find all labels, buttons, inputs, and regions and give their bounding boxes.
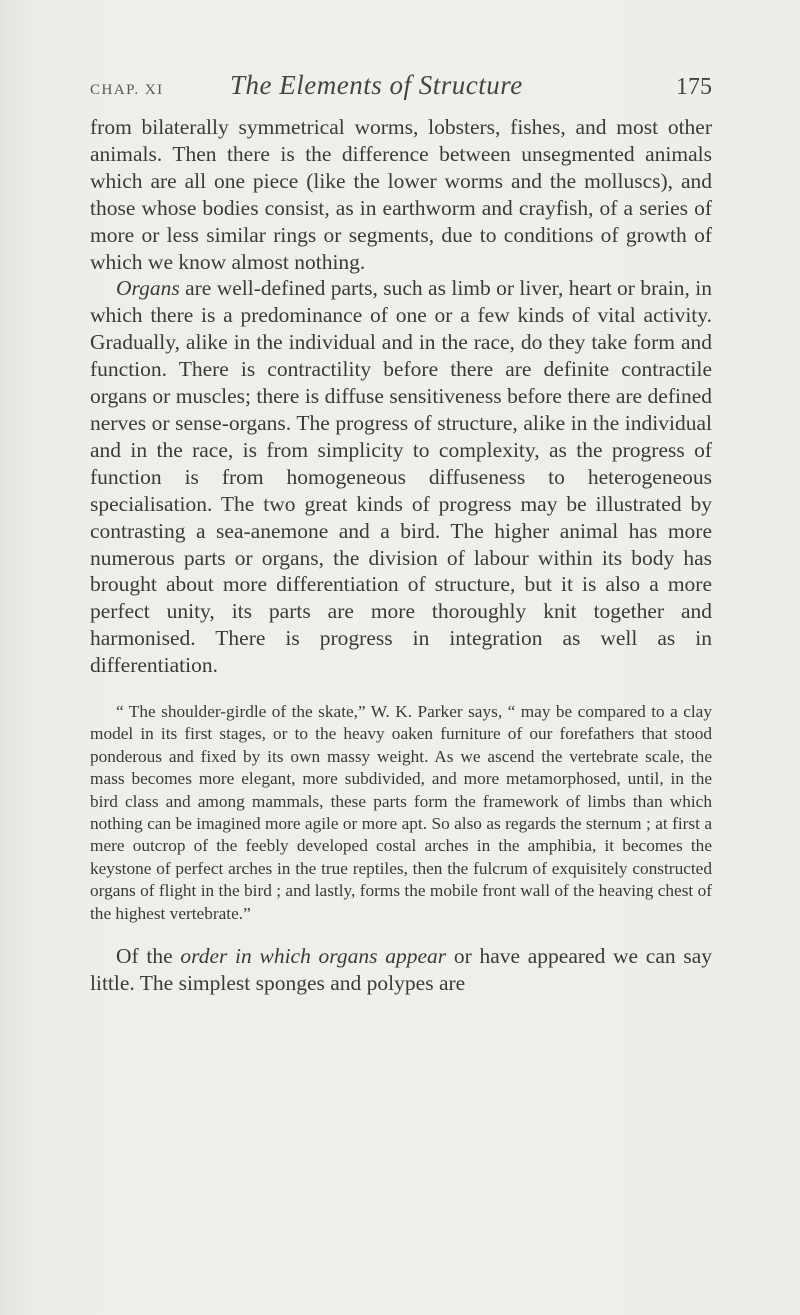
block-quote-parker: “ The shoulder-girdle of the skate,” W. K. Parker says, “ may be compared to a clay model in its first stages, or to the heavy oaken furniture of our forefathers that stood ponderous and fixed by its own massy weight. As we ascend the vertebrate scale, the mass becomes more elegant, more subdivided, and more metamorphosed, until, in the bird class and among mammals, these parts form the framework of limbs than which nothing can be imagined more agile or more apt. So also as regards the sternum ; at first a mere outcrop of the feebly developed costal arches in the amphibia, it becomes the keystone of perfect arches in the true reptiles, then the fulcrum of exquisitely constructed organs of flight in the bird ; and lastly, forms the mobile front wall of the heaving chest of the highest vertebrate.” [90, 702, 712, 923]
running-title: The Elements of Structure [230, 70, 523, 100]
chapter-label: CHAP. XI [90, 82, 164, 98]
page-number: 175 [676, 74, 712, 100]
paragraph-order-text: or have appeared we can say little. The simplest sponges and polypes are [90, 944, 713, 995]
term-organs: Organs [116, 276, 180, 301]
running-header [90, 70, 712, 110]
paragraph-organs-text: are well-defined parts, such as limb or liver, heart or brain, in which there is a predominance of one or a few kinds of vital activity. Gradually, alike in the individual and in the race, do they take form and function. There is contractility before there are definite contractile organs or muscles; there is diffuse sensitiveness before there are defined nerves or sense-organs. The progress of structure, alike in the individual and in the race, is from simplicity to complexity, as the progress of function is from homogeneous diffuseness to heterogeneous specialisation. The two great kinds of progress may be illustrated by contrasting a sea-anemone and a bird. The higher animal has more numerous parts or organs, the division of labour within its body has brought about more differentiation of structure, but it is also a more perfect unity, its parts are more thoroughly knit together and harmonised. There is progress in integration as well as in differentiation. [90, 276, 712, 678]
paragraph-order-lead: Of the [116, 944, 181, 969]
paragraph-organs [90, 275, 712, 679]
body-text [90, 114, 712, 997]
term-order-of-organs: order in which organs appear [180, 944, 447, 969]
paragraph-continuation: from bilaterally symmetrical worms, lobsters, fishes, and most other animals. Then there is the difference between unsegmented animals which are all one piece (like the lower worms and the molluscs), and those whose bodies consist, as in earthworm and crayfish, of a series of more or less similar rings or segments, due to conditions of growth of which we know almost nothing. [90, 115, 712, 274]
paragraph-order [90, 943, 712, 997]
